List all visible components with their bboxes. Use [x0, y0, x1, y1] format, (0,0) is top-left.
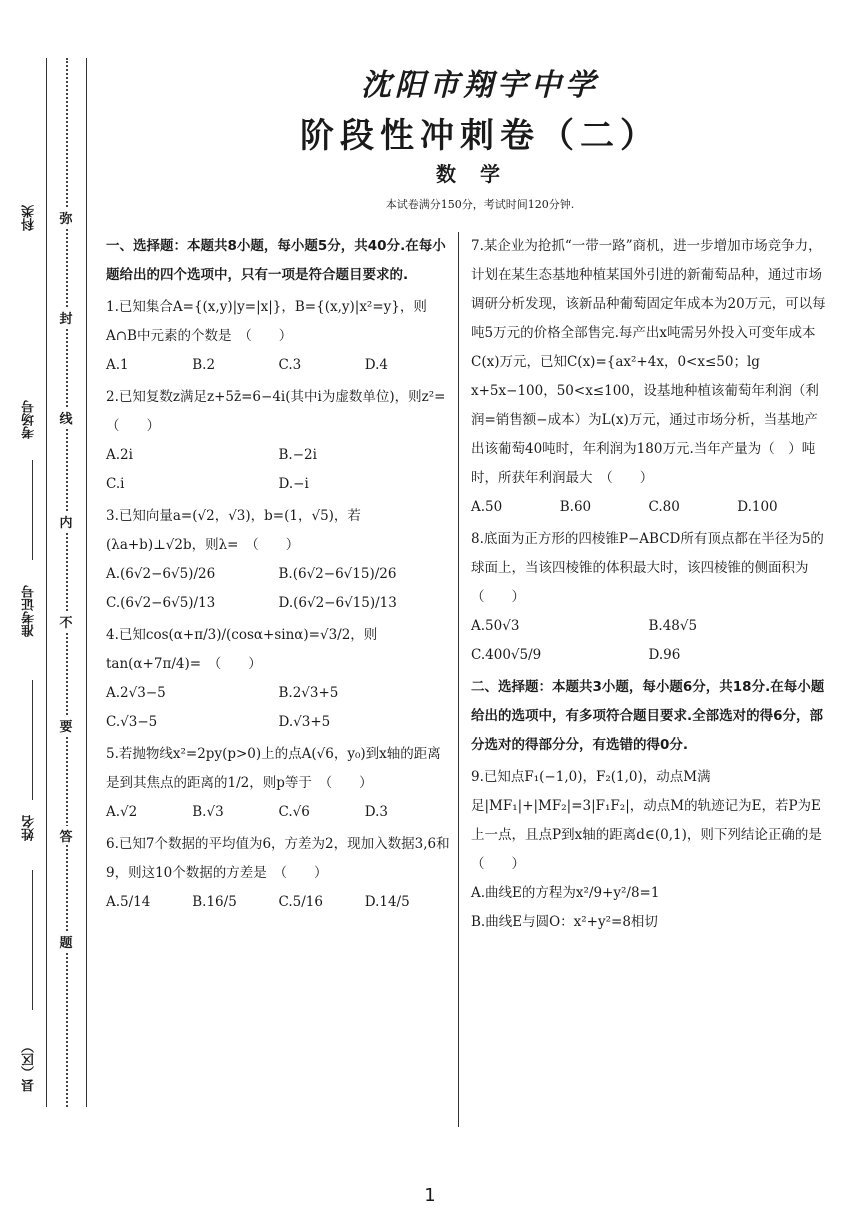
binding-line-inner: [86, 58, 87, 1107]
question-4-options: [106, 679, 451, 708]
question-9-option-b: B.曲线E与圆O：x²+y²=8相切: [471, 914, 658, 930]
fill-line: [32, 460, 33, 560]
option: B.2: [192, 357, 216, 373]
question-5-options: [106, 798, 451, 827]
question-2-options: [106, 441, 451, 470]
label-exam-room: 考场号: [22, 400, 37, 439]
section-2-heading: 二、选择题：本题共3小题，每小题6分，共18分.在每小题给出的选项中，有多项符合题目要求.全部选对的得6分，部分选对的得部分分，有选错的得0分.: [471, 679, 825, 753]
seal-char: 要: [57, 716, 75, 735]
section-1-heading: 一、选择题：本题共8小题，每小题5分，共40分.在每小题给出的四个选项中，只有一项是符合题目要求的.: [106, 238, 446, 283]
question-2-options-row2: [106, 470, 451, 499]
seal-char: 封: [57, 308, 75, 327]
seal-char: 答: [57, 826, 75, 845]
question-9-option-a: A.曲线E的方程为x²/9+y²/8=1: [471, 885, 660, 901]
seal-char: 线: [57, 408, 75, 427]
option: A.√2: [106, 804, 138, 820]
option: B.√3: [192, 804, 224, 820]
option: C.3: [278, 357, 302, 373]
option: C.i: [106, 476, 125, 492]
option: B.48√5: [648, 618, 698, 634]
option: C.(6√2−6√5)/13: [106, 595, 216, 611]
option: B.−2i: [278, 447, 317, 463]
option: A.50√3: [471, 618, 520, 634]
option: B.2√3+5: [278, 685, 339, 701]
option: D.96: [648, 647, 681, 663]
question-1: 1.已知集合A={(x,y)|y=|x|}，B={(x,y)|x²=y}，则A∩B中元素的个数是 （ ）: [106, 299, 427, 344]
option: C.√3−5: [106, 714, 158, 730]
question-6-options: [106, 888, 451, 917]
right-column: [471, 232, 826, 937]
option: C.5/16: [278, 894, 323, 910]
option: B.(6√2−6√15)/26: [278, 566, 397, 582]
label-name: 姓名: [22, 815, 37, 841]
question-9: 9.已知点F₁(−1,0)，F₂(1,0)，动点M满足|MF₁|+|MF₂|=3|F₁F₂|，动点M的轨迹记为E，若P为E上一点，且点P到x轴的距离d∈(0,1)，则下列结论正确的是（ ）: [471, 769, 822, 872]
question-7-options: [471, 493, 826, 522]
option: D.3: [364, 804, 388, 820]
option: A.2i: [106, 447, 133, 463]
question-3-options-row2: [106, 589, 451, 618]
binding-margin: [0, 0, 100, 1217]
label-county: 县（区）: [22, 1040, 37, 1092]
option: D.(6√2−6√15)/13: [278, 595, 397, 611]
subject-title: 数学: [436, 162, 524, 186]
question-3: 3.已知向量a=(√2，√3)，b=(1，√5)，若(λa+b)⊥√2b，则λ= （ ）: [106, 508, 361, 553]
option: A.5/14: [106, 894, 151, 910]
seal-char: 题: [57, 932, 75, 951]
question-3-options: [106, 560, 451, 589]
column-divider: [458, 232, 459, 1127]
exam-title: 阶段性冲刺卷（二）: [300, 116, 660, 156]
option: A.50: [471, 499, 503, 515]
seal-char: 弥: [57, 208, 75, 227]
option: D.100: [737, 499, 778, 515]
question-6: 6.已知7个数据的平均值为6，方差为2，现加入数据3,6和9，则这10个数据的方差是 （ ）: [106, 836, 450, 881]
question-2: 2.已知复数z满足z+5z̄=6−4i(其中i为虚数单位)，则z²= （ ）: [106, 389, 459, 434]
seal-char: 不: [57, 612, 75, 631]
option: A.2√3−5: [106, 685, 166, 701]
question-8: 8.底面为正方形的四棱锥P−ABCD所有顶点都在半径为5的球面上，当该四棱锥的体积最大时，该四棱锥的侧面积为 （ ）: [471, 531, 824, 605]
option: D.14/5: [364, 894, 410, 910]
option: D.√3+5: [278, 714, 331, 730]
page-number: 1: [424, 1185, 436, 1206]
school-name: 沈阳市翔宇中学: [361, 68, 599, 103]
option: C.√6: [278, 804, 310, 820]
label-admission-number: 准考证号: [22, 585, 37, 637]
left-column: [106, 232, 459, 917]
option: D.−i: [278, 476, 309, 492]
question-4-options-row2: [106, 708, 451, 737]
option: B.16/5: [192, 894, 237, 910]
question-1-options: [106, 351, 451, 380]
binding-line: [46, 58, 47, 1107]
question-4: 4.已知cos(α+π/3)/(cosα+sinα)=√3/2，则tan(α+7π/4)= （ ）: [106, 627, 378, 672]
question-8-options-row2: [471, 641, 826, 670]
option: D.4: [364, 357, 388, 373]
option: C.400√5/9: [471, 647, 542, 663]
exam-note: 本试卷满分150分，考试时间120分钟.: [385, 198, 575, 211]
option: B.60: [559, 499, 592, 515]
fill-line: [32, 870, 33, 1010]
question-5: 5.若抛物线x²=2py(p>0)上的点A(√6，y₀)到x轴的距离是到其焦点的距离的1/2，则p等于 （ ）: [106, 746, 441, 791]
question-8-options: [471, 612, 826, 641]
fill-line: [32, 680, 33, 800]
option: C.80: [648, 499, 680, 515]
seal-char: 内: [57, 512, 75, 531]
option: A.1: [106, 357, 129, 373]
label-category: 科类: [22, 205, 37, 231]
question-7: 7.某企业为抢抓“一带一路”商机，进一步增加市场竞争力，计划在某生态基地种植某国外引进的新葡萄品种，通过市场调研分析发现，该新品种葡萄固定年成本为20万元，可以每吨5万元的价格全部售完.每产出x吨需另外投入可变年成本C(x)万元，已知C(x)={ax²+4x，0<x≤50；lg x+5x−100，50<x≤100，设基地种植该葡萄年利润（利润=销售额−成本）为L(x)万元，通过市场分析，当基地产出该葡萄40吨时，年利润为180万元.当年产量为（ ）吨时，所获年利润最大 （ ）: [471, 238, 826, 486]
option: A.(6√2−6√5)/26: [106, 566, 216, 582]
